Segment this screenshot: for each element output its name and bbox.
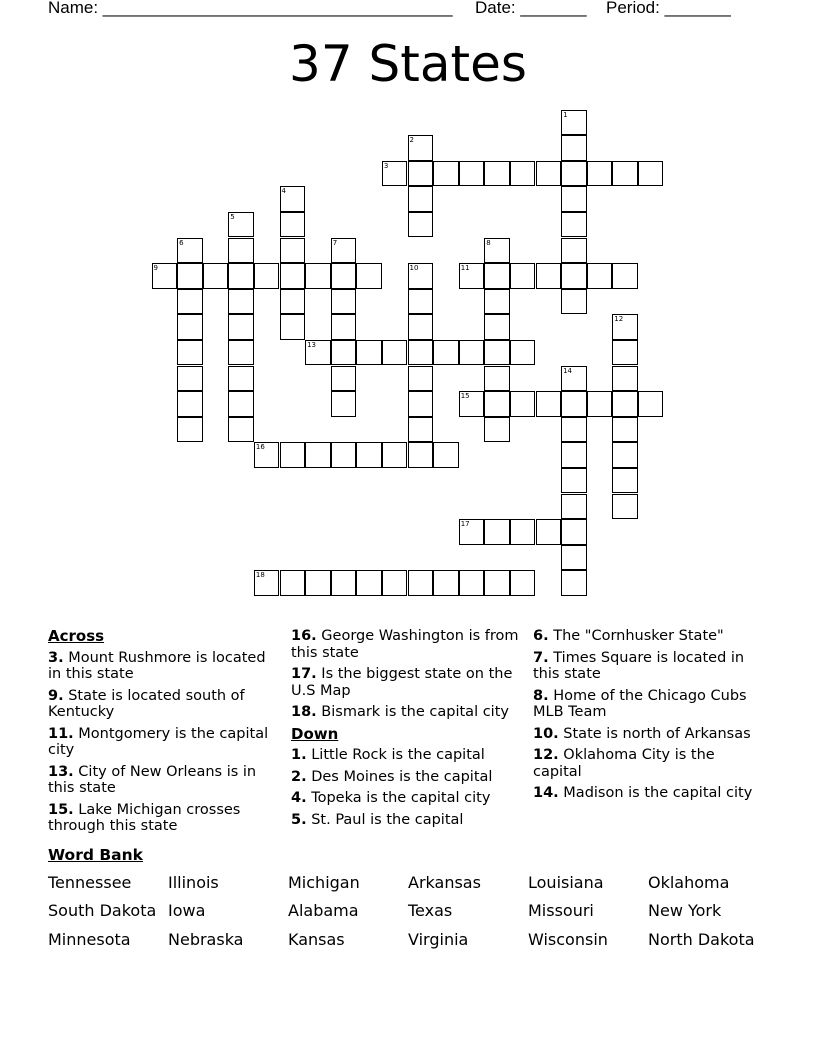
crossword-cell[interactable] <box>177 417 203 443</box>
crossword-cell[interactable] <box>612 442 638 468</box>
crossword-cell[interactable] <box>561 468 587 494</box>
crossword-cell[interactable] <box>510 391 536 417</box>
word-bank-item: South Dakota <box>48 901 157 920</box>
crossword-cell[interactable] <box>280 314 306 340</box>
crossword-cell[interactable] <box>561 519 587 545</box>
clue-column-1 <box>48 628 280 840</box>
crossword-cell[interactable] <box>536 161 562 187</box>
name-field-label: Name: _____________________________________ <box>48 0 453 17</box>
crossword-cell[interactable] <box>305 263 331 289</box>
crossword-cell[interactable] <box>331 570 357 596</box>
crossword-cell[interactable] <box>280 289 306 315</box>
crossword-cell[interactable] <box>484 366 510 392</box>
clue-item-number: 3. <box>48 649 64 666</box>
crossword-cell[interactable] <box>356 340 382 366</box>
crossword-cell[interactable] <box>561 238 587 264</box>
crossword-cell[interactable] <box>638 161 664 187</box>
crossword-cell[interactable] <box>408 186 434 212</box>
crossword-cell[interactable] <box>228 366 254 392</box>
crossword-cell[interactable] <box>228 263 254 289</box>
crossword-cell[interactable] <box>459 263 485 289</box>
clue-item-number: 15. <box>48 801 74 818</box>
crossword-cell[interactable] <box>177 314 203 340</box>
word-bank-item: Virginia <box>408 930 469 949</box>
word-bank-item: Nebraska <box>168 930 244 949</box>
crossword-cell[interactable] <box>612 494 638 520</box>
clue-item <box>291 812 523 829</box>
clue-item <box>291 628 523 661</box>
crossword-cell[interactable] <box>254 570 280 596</box>
crossword-cell[interactable] <box>612 340 638 366</box>
clue-column-2 <box>291 628 523 833</box>
crossword-cell[interactable] <box>587 391 613 417</box>
crossword-cell[interactable] <box>177 238 203 264</box>
crossword-cell[interactable] <box>536 263 562 289</box>
crossword-cell[interactable] <box>459 519 485 545</box>
crossword-cell[interactable] <box>484 314 510 340</box>
crossword-cell[interactable] <box>484 161 510 187</box>
crossword-cell[interactable] <box>433 570 459 596</box>
clue-item <box>533 785 768 802</box>
clue-item <box>48 726 280 759</box>
clue-item-text: The "Cornhusker State" <box>548 628 724 644</box>
clue-number: 2 <box>409 136 414 145</box>
clue-item-number: 18. <box>291 704 317 720</box>
word-bank-item: Illinois <box>168 873 219 892</box>
clue-number: 7 <box>332 238 338 247</box>
clue-item-number: 10. <box>533 725 559 742</box>
crossword-cell[interactable] <box>484 238 510 264</box>
clue-item-number: 1. <box>291 747 307 763</box>
crossword-cell[interactable] <box>280 238 306 264</box>
crossword-cell[interactable] <box>612 468 638 494</box>
word-bank-item: Louisiana <box>528 873 604 892</box>
clue-number: 4 <box>281 187 286 196</box>
clue-number: 13 <box>307 340 317 349</box>
crossword-cell[interactable] <box>228 212 254 238</box>
crossword-cell[interactable] <box>228 340 254 366</box>
crossword-cell[interactable] <box>280 186 306 212</box>
clue-item-text: St. Paul is the capital <box>306 811 464 828</box>
crossword-cell[interactable] <box>561 135 587 161</box>
page-title: 37 States <box>289 35 527 93</box>
crossword-cell[interactable] <box>408 161 434 187</box>
clue-item <box>48 650 280 683</box>
crossword-cell[interactable] <box>228 314 254 340</box>
clue-item-number: 11. <box>48 725 74 742</box>
crossword-cell[interactable] <box>484 289 510 315</box>
crossword-cell[interactable] <box>459 391 485 417</box>
word-bank-item: Arkansas <box>408 873 481 892</box>
clue-item-number: 5. <box>291 811 307 828</box>
clue-item-number: 17. <box>291 666 317 682</box>
word-bank-item: Kansas <box>288 930 345 949</box>
crossword-cell[interactable] <box>510 340 536 366</box>
clue-item-number: 14. <box>533 785 559 801</box>
crossword-cell[interactable] <box>408 314 434 340</box>
clue-item <box>291 769 523 786</box>
crossword-cell[interactable] <box>510 519 536 545</box>
crossword-cell[interactable] <box>561 366 587 392</box>
crossword-cell[interactable] <box>612 417 638 443</box>
crossword-cell[interactable] <box>561 442 587 468</box>
clue-item-number: 12. <box>533 747 559 763</box>
crossword-cell[interactable] <box>280 263 306 289</box>
crossword-cell[interactable] <box>510 161 536 187</box>
crossword-cell[interactable] <box>484 391 510 417</box>
crossword-cell[interactable] <box>561 212 587 238</box>
clue-item-number: 6. <box>533 628 549 644</box>
word-bank-item: Iowa <box>168 901 206 920</box>
crossword-cell[interactable] <box>510 570 536 596</box>
clue-item-number: 13. <box>48 763 74 780</box>
crossword-cell[interactable] <box>561 110 587 136</box>
crossword-cell[interactable] <box>152 263 178 289</box>
clue-item-number: 8. <box>533 687 549 704</box>
clue-item-text: Little Rock is the capital <box>306 747 485 763</box>
clue-item-text: State is north of Arkansas <box>558 725 751 742</box>
crossword-cell[interactable] <box>561 570 587 596</box>
crossword-cell[interactable] <box>433 340 459 366</box>
crossword-cell[interactable] <box>408 289 434 315</box>
crossword-cell[interactable] <box>408 263 434 289</box>
crossword-cell[interactable] <box>612 161 638 187</box>
clue-item-text: Mount Rushmore is located in this state <box>48 649 266 682</box>
clue-number: 3 <box>383 161 389 170</box>
crossword-cell[interactable] <box>356 263 382 289</box>
clue-item-text: Times Square is located in this state <box>533 649 745 682</box>
clue-item <box>533 726 768 743</box>
clue-number: 11 <box>460 264 470 273</box>
crossword-cell[interactable] <box>331 442 357 468</box>
clue-item-text: George Washington is from this state <box>291 628 519 661</box>
crossword-cell[interactable] <box>408 340 434 366</box>
down-heading: Down <box>291 724 339 743</box>
crossword-cell[interactable] <box>254 263 280 289</box>
word-bank-item: North Dakota <box>648 930 755 949</box>
clue-number: 5 <box>230 212 235 221</box>
clue-item-text: Des Moines is the capital <box>306 768 493 785</box>
crossword-cell[interactable] <box>484 417 510 443</box>
clue-number: 18 <box>255 571 265 580</box>
crossword-cell[interactable] <box>612 366 638 392</box>
clue-number: 8 <box>486 238 491 247</box>
crossword-cell[interactable] <box>408 417 434 443</box>
crossword-cell[interactable] <box>612 391 638 417</box>
crossword-cell[interactable] <box>561 545 587 571</box>
word-bank-item: Oklahoma <box>648 873 730 892</box>
clue-number: 16 <box>255 443 265 452</box>
clue-number: 14 <box>563 366 573 375</box>
crossword-cell[interactable] <box>433 161 459 187</box>
crossword-cell[interactable] <box>561 494 587 520</box>
crossword-cell[interactable] <box>561 417 587 443</box>
crossword-cell[interactable] <box>433 442 459 468</box>
clue-item <box>291 747 523 764</box>
crossword-cell[interactable] <box>408 366 434 392</box>
crossword-cell[interactable] <box>331 263 357 289</box>
crossword-cell[interactable] <box>331 289 357 315</box>
clue-item <box>48 802 280 835</box>
crossword-cell[interactable] <box>561 263 587 289</box>
crossword-cell[interactable] <box>305 442 331 468</box>
crossword-cell[interactable] <box>612 314 638 340</box>
crossword-cell[interactable] <box>459 340 485 366</box>
crossword-cell[interactable] <box>228 391 254 417</box>
crossword-cell[interactable] <box>254 442 280 468</box>
crossword-cell[interactable] <box>177 263 203 289</box>
crossword-cell[interactable] <box>382 570 408 596</box>
clue-item-number: 7. <box>533 649 549 666</box>
clue-item-text: Bismark is the capital city <box>316 704 509 720</box>
clue-number: 1 <box>563 110 568 119</box>
crossword-cell[interactable] <box>484 263 510 289</box>
clue-column-3 <box>533 628 768 807</box>
word-bank-item: Minnesota <box>48 930 131 949</box>
crossword-cell[interactable] <box>484 570 510 596</box>
word-bank-item: Alabama <box>288 901 359 920</box>
crossword-cell[interactable] <box>459 570 485 596</box>
crossword-cell[interactable] <box>382 442 408 468</box>
crossword-cell[interactable] <box>561 289 587 315</box>
clue-number: 10 <box>409 264 419 273</box>
crossword-cell[interactable] <box>228 417 254 443</box>
crossword-cell[interactable] <box>280 570 306 596</box>
crossword-cell[interactable] <box>280 212 306 238</box>
crossword-cell[interactable] <box>331 340 357 366</box>
across-heading: Across <box>48 627 105 645</box>
clue-item-text: State is located south of Kentucky <box>48 687 245 720</box>
crossword-cell[interactable] <box>228 289 254 315</box>
clue-item-number: 16. <box>291 628 317 644</box>
crossword-cell[interactable] <box>561 391 587 417</box>
crossword-cell[interactable] <box>356 442 382 468</box>
crossword-cell[interactable] <box>459 161 485 187</box>
word-bank-item: Wisconsin <box>528 930 608 949</box>
crossword-cell[interactable] <box>356 570 382 596</box>
crossword-cell[interactable] <box>305 570 331 596</box>
clue-item <box>48 764 280 797</box>
crossword-cell[interactable] <box>587 161 613 187</box>
crossword-cell[interactable] <box>382 340 408 366</box>
crossword-cell[interactable] <box>177 366 203 392</box>
crossword-cell[interactable] <box>408 212 434 238</box>
clue-item <box>533 628 768 645</box>
clue-item-text: City of New Orleans is in this state <box>48 763 257 796</box>
crossword-cell[interactable] <box>510 263 536 289</box>
crossword-cell[interactable] <box>331 238 357 264</box>
crossword-cell[interactable] <box>587 263 613 289</box>
crossword-cell[interactable] <box>408 442 434 468</box>
word-bank-item: New York <box>648 901 722 920</box>
crossword-cell[interactable] <box>280 442 306 468</box>
crossword-cell[interactable] <box>408 391 434 417</box>
word-bank-item: Michigan <box>288 873 360 892</box>
crossword-cell[interactable] <box>331 314 357 340</box>
crossword-cell[interactable] <box>561 186 587 212</box>
crossword-cell[interactable] <box>536 391 562 417</box>
crossword-cell[interactable] <box>536 519 562 545</box>
clue-number: 9 <box>153 264 158 273</box>
clue-item <box>533 650 768 683</box>
clue-item-text: Montgomery is the capital city <box>48 725 269 758</box>
crossword-cell[interactable] <box>177 391 203 417</box>
clue-number: 12 <box>614 315 624 324</box>
clue-item <box>291 666 523 699</box>
crossword-cell[interactable] <box>305 340 331 366</box>
clue-item-text: Is the biggest state on the U.S Map <box>291 666 513 699</box>
crossword-cell[interactable] <box>203 263 229 289</box>
clue-item-text: Lake Michigan crosses through this state <box>48 801 241 834</box>
crossword-cell[interactable] <box>408 135 434 161</box>
clue-item-text: Oklahoma City is the capital <box>533 747 715 780</box>
clue-item <box>291 704 523 721</box>
crossword-cell[interactable] <box>177 340 203 366</box>
clue-item-text: Madison is the capital city <box>558 785 753 801</box>
crossword-cell[interactable] <box>484 340 510 366</box>
date-field-label: Date: _______ <box>475 0 587 17</box>
crossword-cell[interactable] <box>228 238 254 264</box>
clue-number: 6 <box>179 238 184 247</box>
clue-item-number: 2. <box>291 768 307 785</box>
clue-item <box>291 790 523 807</box>
clue-item-text: Home of the Chicago Cubs MLB Team <box>533 687 747 720</box>
clue-item-number: 9. <box>48 687 64 704</box>
crossword-cell[interactable] <box>561 161 587 187</box>
word-bank-item: Tennessee <box>48 873 132 892</box>
clue-item <box>533 747 768 780</box>
crossword-cell[interactable] <box>331 391 357 417</box>
clue-item <box>48 688 280 721</box>
clue-number: 15 <box>460 392 470 401</box>
crossword-cell[interactable] <box>177 289 203 315</box>
clue-item <box>533 688 768 721</box>
clue-number: 17 <box>460 520 470 529</box>
crossword-cell[interactable] <box>484 519 510 545</box>
word-bank-item: Missouri <box>528 901 594 920</box>
period-field-label: Period: _______ <box>606 0 731 17</box>
word-bank-title: Word Bank <box>48 846 143 864</box>
crossword-cell[interactable] <box>382 161 408 187</box>
clue-item-text: Topeka is the capital city <box>306 790 491 806</box>
crossword-cell[interactable] <box>331 366 357 392</box>
word-bank-item: Texas <box>408 901 453 920</box>
crossword-cell[interactable] <box>638 391 664 417</box>
clue-item-number: 4. <box>291 790 307 806</box>
crossword-cell[interactable] <box>612 263 638 289</box>
crossword-cell[interactable] <box>408 570 434 596</box>
